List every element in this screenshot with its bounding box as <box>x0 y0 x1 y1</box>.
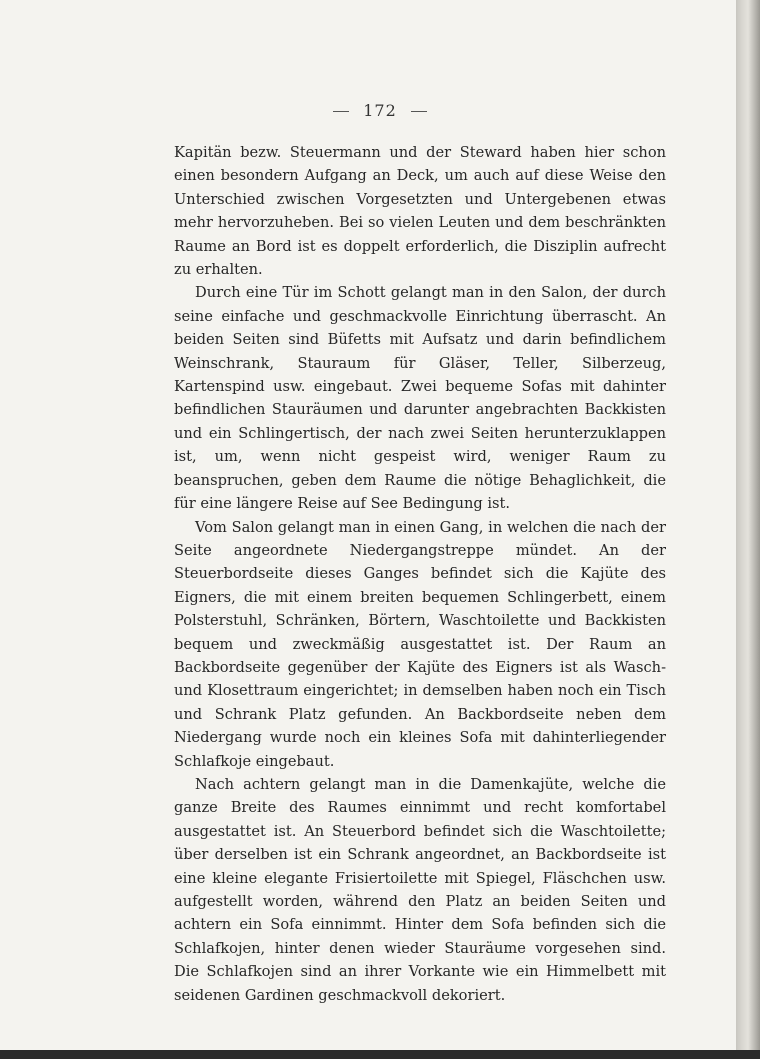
page-edge-bottom <box>0 1050 760 1059</box>
page-edge-right <box>736 0 760 1059</box>
body-text <box>174 141 666 1007</box>
paragraph: Durch eine Tür im Schott gelangt man in den Salon, der durch seine einfache und geschmackvolle Einrichtung überrascht. An beiden Seiten sind Büfetts mit Aufsatz und darin befindlichem Weinschrank, Stauraum für Gläser, Teller, Silberzeug, Kartenspind usw. eingebaut. Zwei bequeme Sofas mit dahinter befindlichen Stauräumen und darunter angebrachten Backkisten und ein Schlingertisch, der nach zwei Seiten herunterzuklappen ist, um, wenn nicht gespeist wird, weniger Raum zu beanspruchen, geben dem Raume die nötige Behaglichkeit, die für eine längere Reise auf See Bedingung ist. <box>174 284 666 513</box>
page-header <box>0 101 760 120</box>
page-number: 172 <box>363 101 397 120</box>
paragraph: Vom Salon gelangt man in einen Gang, in welchen die nach der Seite angeordnete Niedergangstreppe mündet. An der Steuerbordseite dieses Ganges befindet sich die Kajüte des Eigners, die mit einem breiten bequemen Schlingerbett, einem Polsterstuhl, Schränken, Börtern, Waschtoilette und Backkisten bequem und zweckmäßig ausgestattet ist. Der Raum an Backbordseite gegenüber der Kajüte des Eigners ist als Wasch- und Klosettraum eingerichtet; in demselben haben noch ein Tisch und Schrank Platz gefunden. An Backbordseite neben dem Niedergang wurde noch ein kleines Sofa mit dahinterliegender Schlafkoje eingebaut. <box>174 518 666 770</box>
header-dash-right <box>411 111 427 112</box>
paragraph: Nach achtern gelangt man in die Damenkajüte, welche die ganze Breite des Raumes einnimmt und recht komfortabel ausgestattet ist. An Steuerbord befindet sich die Waschtoilette; über derselben ist ein Schrank angeordnet, an Backbordseite ist eine kleine elegante Frisiertoilette mit Spiegel, Fläschchen usw. aufgestellt worden, während den Platz an beiden Seiten und achtern ein Sofa einnimmt. Hinter dem Sofa befinden sich die Schlafkojen, hinter denen wieder Stauräume vorgesehen sind. Die Schlafkojen sind an ihrer Vorkante wie ein Himmelbett mit seidenen Gardinen geschmackvoll dekoriert. <box>174 775 666 1004</box>
paragraph: Kapitän bezw. Steuermann und der Steward haben hier schon einen besondern Aufgang an Deck, um auch auf diese Weise den Unterschied zwischen Vorgesetzten und Untergebenen etwas mehr hervorzuheben. Bei so vielen Leuten und dem beschränkten Raume an Bord ist es doppelt erforderlich, die Disziplin aufrecht zu erhalten. <box>174 144 666 279</box>
header-dash-left <box>333 111 349 112</box>
